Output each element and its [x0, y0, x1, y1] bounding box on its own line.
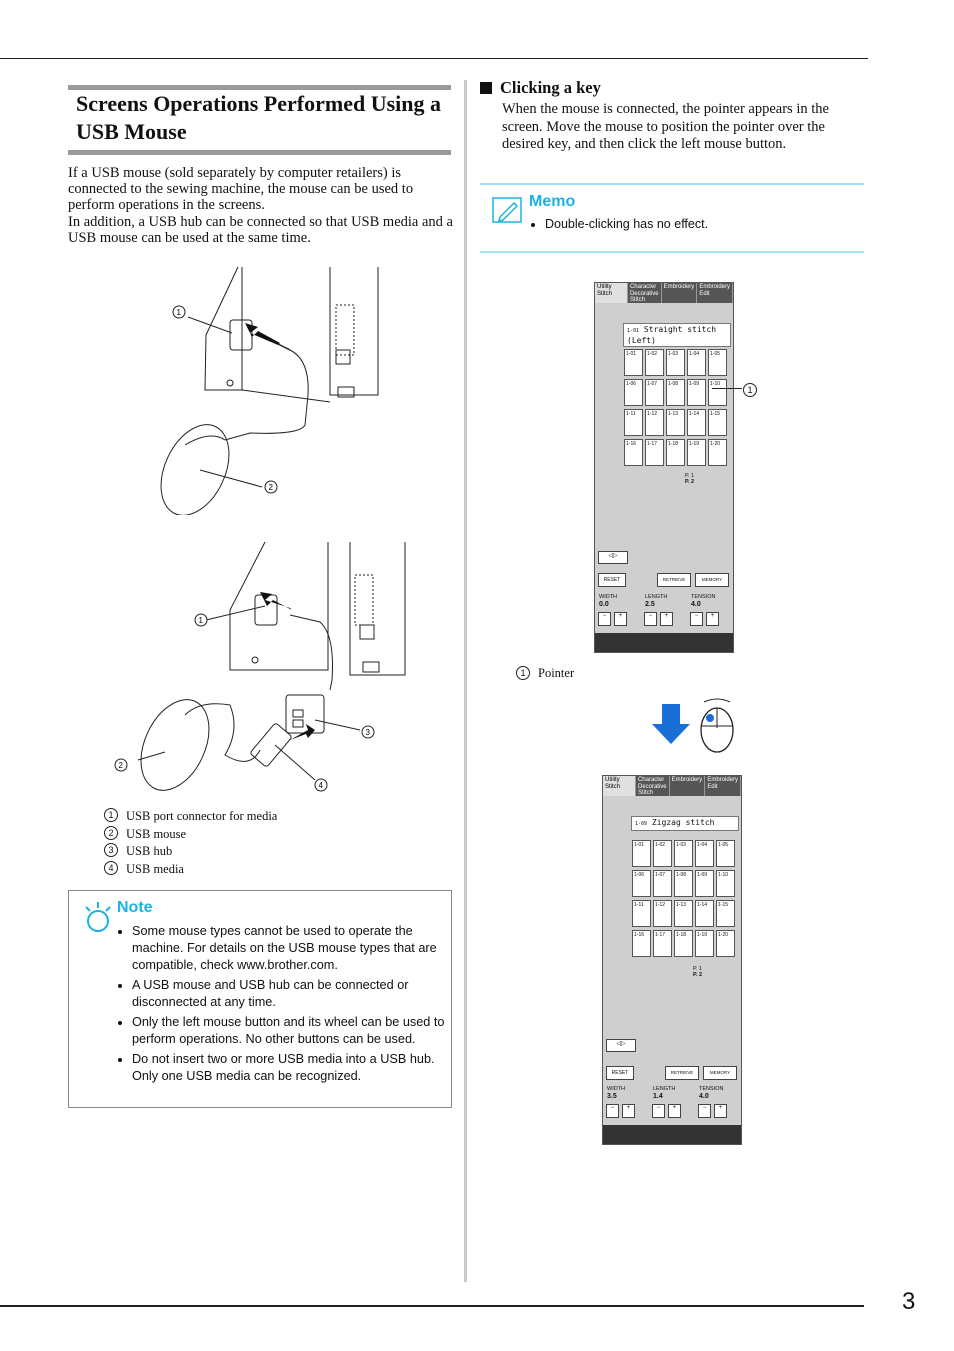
tension-label: TENSION — [699, 1086, 724, 1092]
machine-body-2 — [350, 542, 405, 675]
note-item: • Do not insert two or more USB media into a USB hub. Only one USB media can be recognized. — [132, 1051, 462, 1085]
stitch-key-code: 1-01 — [626, 351, 637, 357]
stitch-key[interactable] — [645, 379, 664, 406]
stitch-key[interactable] — [716, 840, 735, 867]
length-plus-button[interactable]: + — [668, 1104, 681, 1118]
stitch-key-code: 1-07 — [655, 872, 666, 878]
stitch-key-code: 1-10 — [718, 872, 729, 878]
memory-button[interactable]: MEMORY — [703, 1066, 737, 1080]
stitch-key-code: 1-09 — [697, 872, 708, 878]
memo-list — [527, 217, 708, 231]
stitch-key[interactable] — [666, 409, 685, 436]
length-value: 2.5 — [645, 601, 655, 608]
tension-value: 4.0 — [699, 1093, 709, 1100]
stitch-key-code: 1-14 — [689, 411, 700, 417]
callout-row: 2 USB mouse — [104, 826, 277, 844]
screen-tabs — [595, 283, 733, 303]
width-minus-button[interactable]: − — [598, 612, 611, 626]
note-item: • Some mouse types cannot be used to operate the machine. For details on the USB mouse types that are compatible, check www.brother.com. — [132, 923, 462, 974]
title-bar-bottom — [68, 150, 451, 155]
svg-text:2: 2 — [118, 761, 123, 770]
stitch-key-code: 1-12 — [647, 411, 658, 417]
stitch-key[interactable] — [632, 930, 651, 957]
memory-button[interactable]: MEMORY — [695, 573, 729, 587]
stitch-key[interactable] — [716, 870, 735, 897]
stitch-key-code: 1-11 — [634, 902, 644, 908]
stitch-key-code: 1-04 — [689, 351, 700, 357]
note-item: • Only the left mouse button and its wheel can be used to perform operations. No other buttons can be used. — [132, 1014, 462, 1048]
tension-label: TENSION — [691, 594, 716, 600]
stitch-key-code: 1-05 — [718, 842, 729, 848]
length-value: 1.4 — [653, 1093, 663, 1100]
stitch-key[interactable] — [674, 900, 693, 927]
screen-footer-bar — [603, 1125, 741, 1144]
figure-callouts — [104, 808, 277, 879]
machine-side-panel-2 — [230, 542, 328, 670]
stitch-key-code: 1-08 — [668, 381, 679, 387]
stitch-key-code: 1-18 — [676, 932, 687, 938]
tab-utility-stitch[interactable]: Utility Stitch — [595, 283, 628, 303]
width-minus-button[interactable]: − — [606, 1104, 619, 1118]
stitch-key-code: 1-13 — [676, 902, 687, 908]
stitch-key-code: 1-04 — [697, 842, 708, 848]
stitch-key[interactable] — [653, 930, 672, 957]
width-plus-button[interactable]: + — [622, 1104, 635, 1118]
tab-character-decorative[interactable]: Character Decorative Stitch — [628, 283, 662, 303]
svg-text:4: 4 — [318, 781, 323, 790]
tab-embroidery[interactable]: Embroidery — [662, 283, 698, 303]
stitch-key[interactable] — [695, 900, 714, 927]
memo-box — [480, 183, 864, 253]
stitch-key[interactable] — [666, 439, 685, 466]
stitch-key[interactable] — [632, 900, 651, 927]
mouse-body-2 — [128, 689, 223, 800]
length-label: LENGTH — [653, 1086, 676, 1092]
pointer-caption: 1 Pointer — [516, 666, 574, 681]
machine-side-panel — [205, 267, 242, 390]
stitch-key-code: 1-19 — [689, 441, 700, 447]
stitch-key-code: 1-03 — [668, 351, 679, 357]
stitch-key[interactable] — [687, 379, 706, 406]
usb-hub-box — [286, 695, 324, 733]
page-number: 3 — [902, 1288, 916, 1315]
svg-text:1: 1 — [176, 308, 181, 317]
screen-tabs — [603, 776, 741, 796]
memo-heading: Memo — [529, 193, 576, 210]
usb-hub-connection-figure — [110, 540, 410, 800]
stitch-key-code: 1-10 — [710, 381, 721, 387]
tension-plus-button[interactable]: + — [714, 1104, 727, 1118]
stitch-key[interactable] — [624, 379, 643, 406]
lcd-screen-straight — [594, 282, 734, 653]
page-indicator: P. 1 P. 2 — [685, 473, 695, 485]
click-transition-figure — [652, 696, 747, 756]
section-title-box — [68, 85, 451, 155]
memo-pencil-icon — [492, 197, 522, 223]
memo-item: • Double-clicking has no effect. — [545, 217, 708, 231]
stitch-key-code: 1-01 — [634, 842, 645, 848]
stitch-key[interactable] — [687, 439, 706, 466]
stitch-key[interactable] — [716, 900, 735, 927]
stitch-key[interactable] — [645, 439, 664, 466]
stitch-key[interactable] — [653, 900, 672, 927]
stitch-key[interactable] — [624, 409, 643, 436]
width-value: 0.0 — [599, 601, 609, 608]
pointer-marker: 1 — [743, 383, 757, 397]
column-divider — [464, 80, 467, 1282]
reset-button[interactable]: RESET — [598, 573, 626, 587]
stitch-key[interactable] — [645, 409, 664, 436]
stitch-key[interactable] — [632, 870, 651, 897]
intro-paragraph-2: In addition, a USB hub can be connected so that USB media and a USB mouse can be used at the same time. — [68, 213, 453, 246]
stitch-key-code: 1-17 — [655, 932, 666, 938]
stitch-key-code: 1-08 — [676, 872, 687, 878]
stitch-key-code: 1-05 — [710, 351, 721, 357]
stitch-key-code: 1-02 — [655, 842, 666, 848]
stitch-key[interactable] — [708, 349, 727, 376]
reset-button[interactable]: RESET — [606, 1066, 634, 1080]
stitch-key-code: 1-16 — [626, 441, 637, 447]
stitch-key-code: 1-06 — [626, 381, 637, 387]
mirror-button[interactable]: ◁▷ — [606, 1039, 636, 1052]
note-lightbulb-icon — [83, 901, 113, 935]
note-box — [68, 890, 452, 1108]
stitch-key[interactable] — [708, 409, 727, 436]
section-title: Screens Operations Performed Using a USB Mouse — [76, 91, 441, 144]
mirror-button[interactable]: ◁▷ — [598, 551, 628, 564]
length-minus-button[interactable]: − — [644, 612, 657, 626]
lcd-screen-zigzag — [602, 775, 742, 1145]
length-label: LENGTH — [645, 594, 668, 600]
width-label: WIDTH — [599, 594, 618, 600]
bottom-rule — [0, 1305, 864, 1307]
tension-minus-button[interactable]: − — [690, 612, 703, 626]
stitch-key-code: 1-15 — [710, 411, 721, 417]
svg-text:2: 2 — [268, 483, 273, 492]
callout-row: 1 USB port connector for media — [104, 808, 277, 826]
stitch-key-code: 1-15 — [718, 902, 729, 908]
stitch-key[interactable] — [695, 840, 714, 867]
tab-character-decorative[interactable]: Character Decorative Stitch — [636, 776, 670, 796]
stitch-key-code: 1-09 — [689, 381, 700, 387]
stitch-key[interactable] — [632, 840, 651, 867]
stitch-key-code: 1-18 — [668, 441, 679, 447]
stitch-key[interactable] — [708, 439, 727, 466]
stitch-key-code: 1-14 — [697, 902, 708, 908]
clicking-body: When the mouse is connected, the pointer appears in the screen. Move the mouse to position the pointer over the desired key, and then click the left mouse button. — [502, 101, 829, 152]
insert-arrow-icon — [245, 323, 280, 345]
retrieve-button[interactable]: RETRIEVE — [657, 573, 691, 587]
stitch-key-code: 1-20 — [718, 932, 729, 938]
square-bullet-icon — [480, 82, 492, 94]
stitch-key-code: 1-03 — [676, 842, 687, 848]
note-list — [114, 923, 462, 1088]
stitch-key-code: 1-12 — [655, 902, 666, 908]
top-rule — [0, 58, 868, 59]
stitch-key[interactable] — [695, 870, 714, 897]
stitch-key[interactable] — [674, 870, 693, 897]
selected-stitch-name: 1-09 Zigzag stitch — [631, 816, 739, 831]
screen-footer-bar — [595, 633, 733, 652]
stitch-key[interactable] — [716, 930, 735, 957]
stitch-key[interactable] — [708, 379, 727, 406]
width-value: 3.5 — [607, 1093, 617, 1100]
stitch-key-code: 1-06 — [634, 872, 645, 878]
note-heading: Note — [117, 899, 153, 916]
stitch-key-code: 1-19 — [697, 932, 708, 938]
page-indicator: P. 1 P. 2 — [693, 966, 703, 978]
clicking-heading: Clicking a key — [480, 78, 601, 98]
pointer-leader-line — [712, 388, 742, 389]
stitch-key[interactable] — [687, 349, 706, 376]
stitch-key-code: 1-07 — [647, 381, 658, 387]
mouse-body — [150, 414, 242, 515]
stitch-key[interactable] — [666, 379, 685, 406]
stitch-key-code: 1-20 — [710, 441, 721, 447]
stitch-key[interactable] — [653, 840, 672, 867]
svg-text:3: 3 — [365, 728, 370, 737]
intro-text — [68, 165, 453, 246]
down-arrow-icon — [652, 704, 690, 744]
tab-embroidery-edit[interactable]: Embroidery Edit — [705, 776, 741, 796]
retrieve-button[interactable]: RETRIEVE — [665, 1066, 699, 1080]
stitch-key-code: 1-17 — [647, 441, 658, 447]
tension-minus-button[interactable]: − — [698, 1104, 711, 1118]
callout-row: 4 USB media — [104, 861, 277, 879]
length-minus-button[interactable]: − — [652, 1104, 665, 1118]
note-item: • A USB mouse and USB hub can be connected or disconnected at any time. — [132, 977, 462, 1011]
usb-mouse-connection-figure — [150, 265, 390, 515]
stitch-key[interactable] — [624, 349, 643, 376]
tension-value: 4.0 — [691, 601, 701, 608]
stitch-key[interactable] — [666, 349, 685, 376]
selected-stitch-name: 1-01 Straight stitch (Left) — [623, 323, 731, 347]
width-label: WIDTH — [607, 1086, 626, 1092]
tab-embroidery-edit[interactable]: Embroidery Edit — [697, 283, 733, 303]
stitch-key[interactable] — [645, 349, 664, 376]
stitch-key[interactable] — [687, 409, 706, 436]
svg-text:1: 1 — [198, 616, 203, 625]
tab-embroidery[interactable]: Embroidery — [670, 776, 706, 796]
stitch-key[interactable] — [695, 930, 714, 957]
stitch-key-code: 1-13 — [668, 411, 679, 417]
width-plus-button[interactable]: + — [614, 612, 627, 626]
stitch-key-code: 1-02 — [647, 351, 658, 357]
stitch-key-code: 1-16 — [634, 932, 645, 938]
stitch-key[interactable] — [624, 439, 643, 466]
length-plus-button[interactable]: + — [660, 612, 673, 626]
tab-utility-stitch[interactable]: Utility Stitch — [603, 776, 636, 796]
intro-paragraph-1: If a USB mouse (sold separately by computer retailers) is connected to the sewing machine, the mouse can be used to perform operations in the screens. — [68, 165, 414, 214]
stitch-key[interactable] — [653, 870, 672, 897]
callout-row: 3 USB hub — [104, 843, 277, 861]
stitch-key-code: 1-11 — [626, 411, 636, 417]
stitch-key[interactable] — [674, 840, 693, 867]
stitch-key[interactable] — [674, 930, 693, 957]
tension-plus-button[interactable]: + — [706, 612, 719, 626]
